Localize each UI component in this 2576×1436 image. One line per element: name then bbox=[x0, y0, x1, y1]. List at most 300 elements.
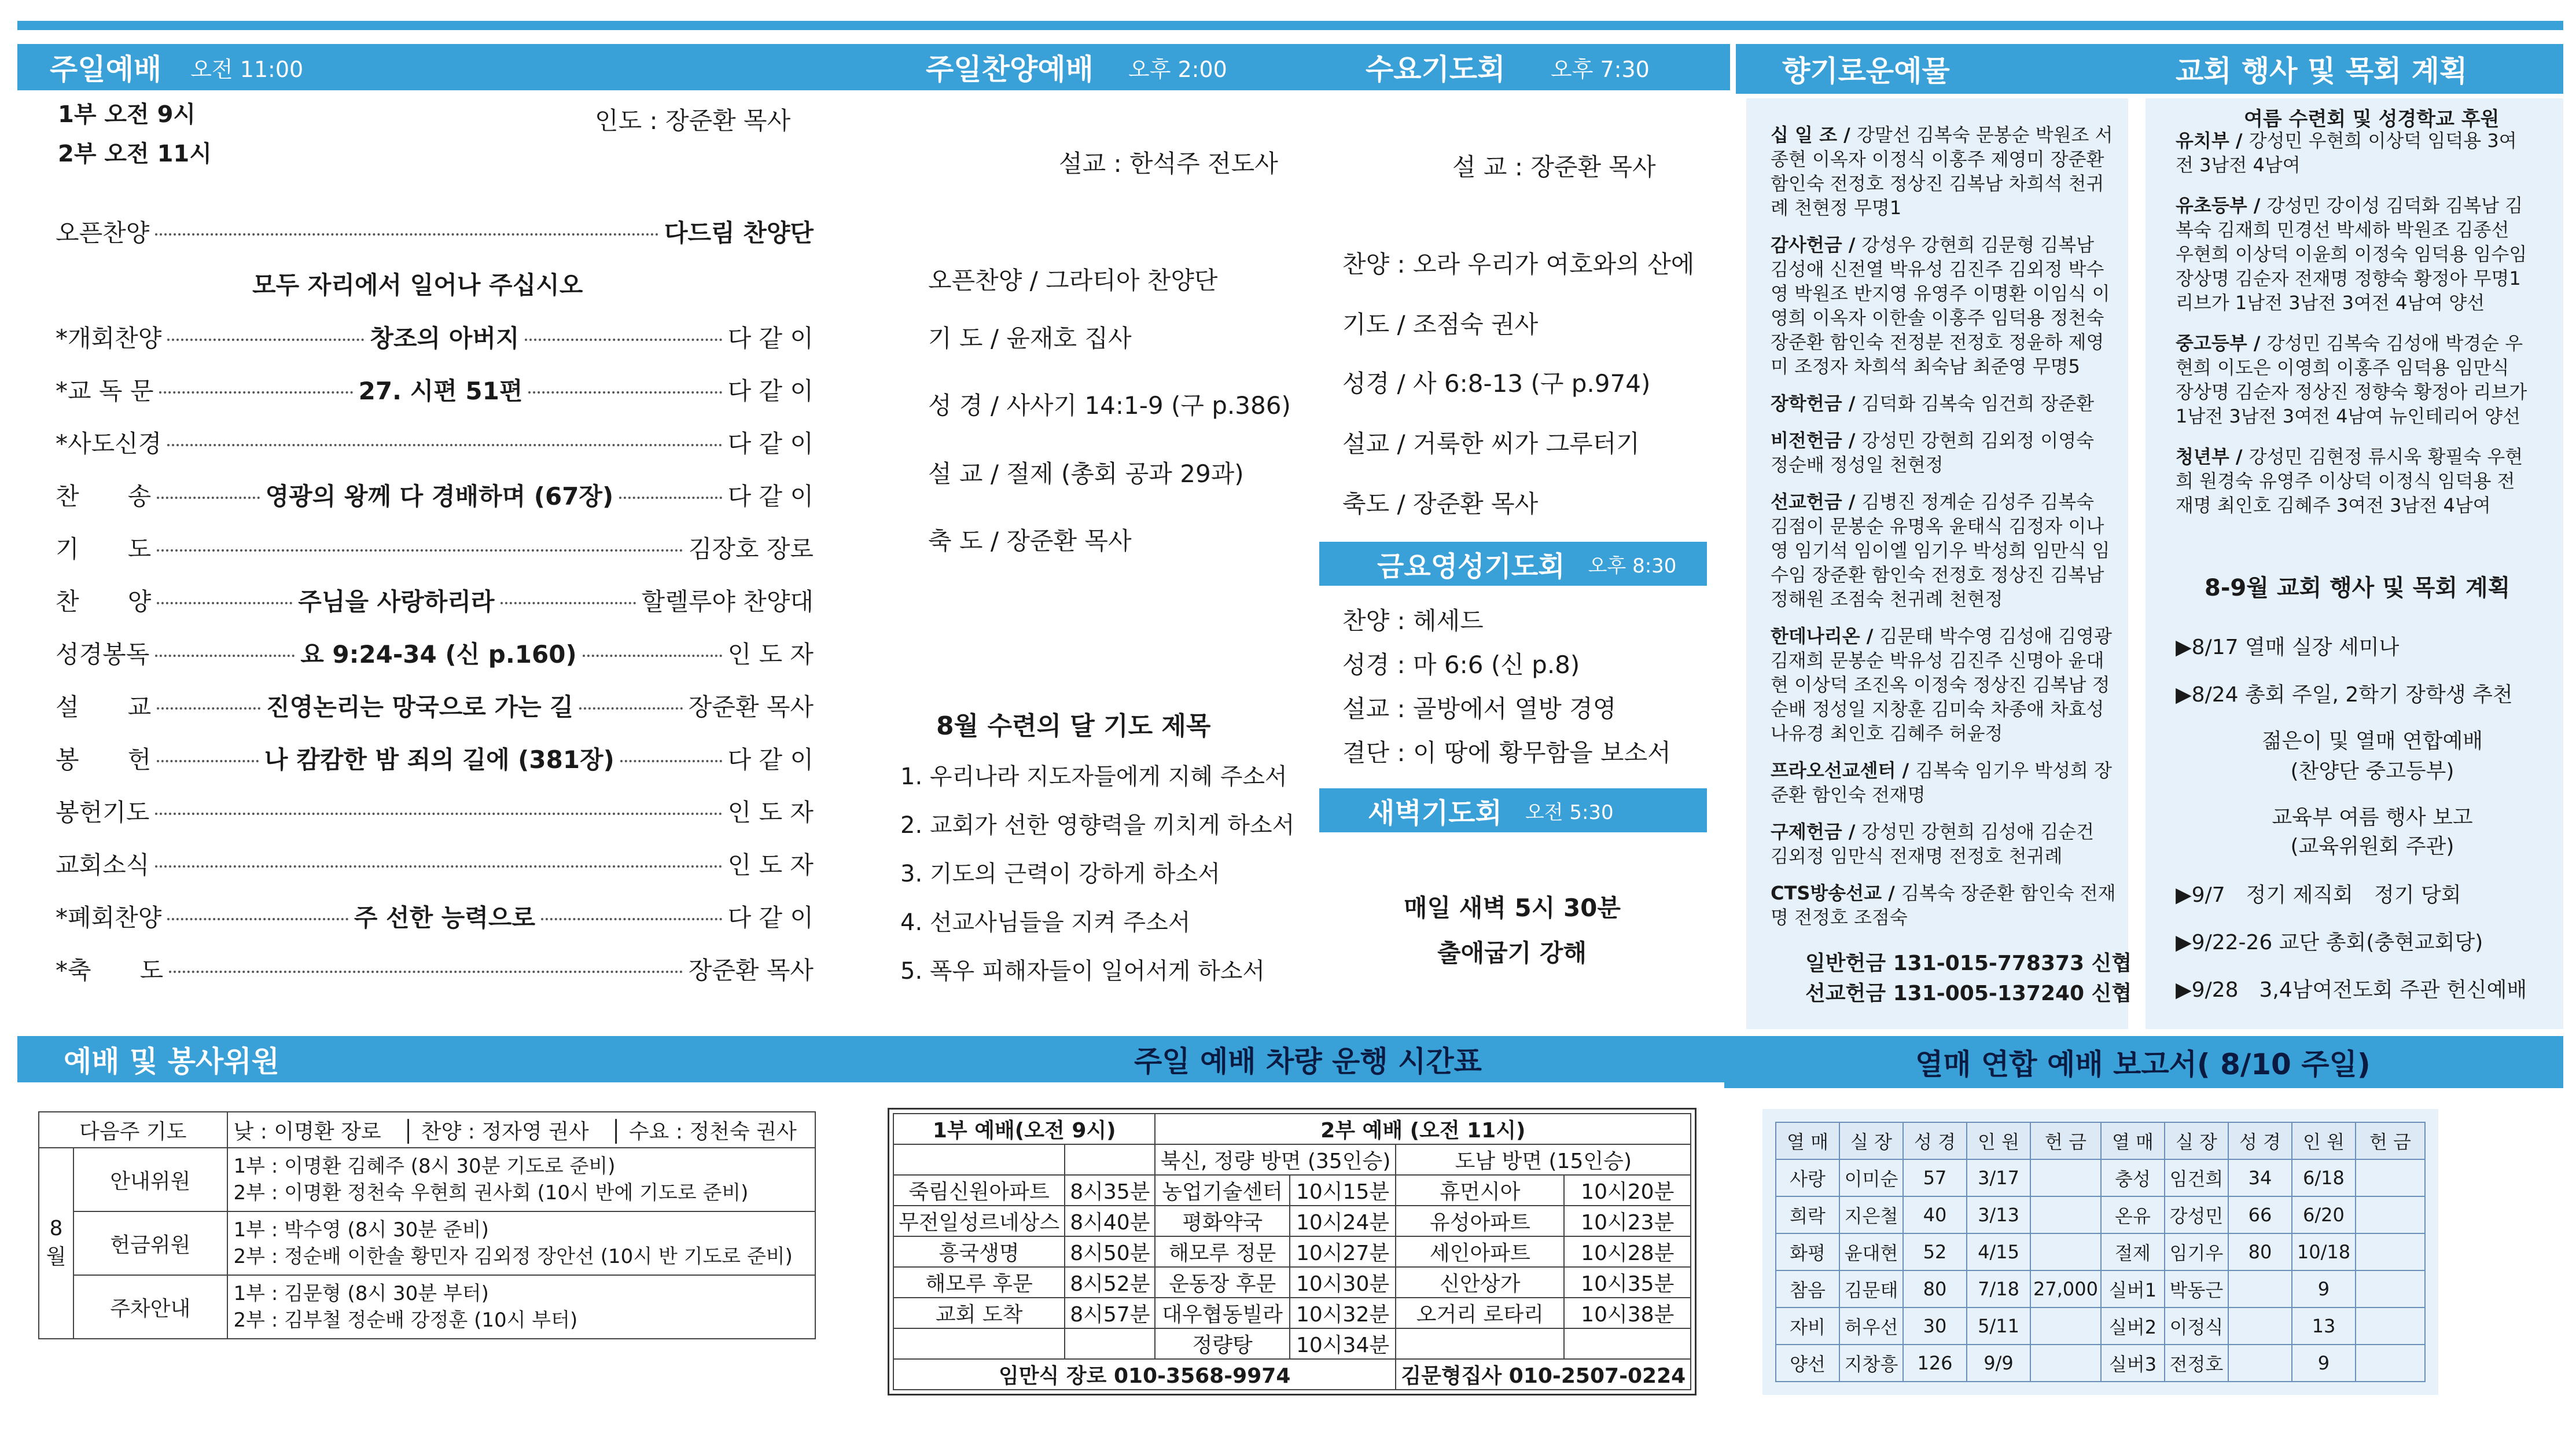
leader-dots bbox=[167, 339, 364, 341]
fruit-cell: 윤대현 bbox=[1839, 1233, 1903, 1270]
bus-cell: 10시24분 bbox=[1290, 1206, 1396, 1236]
leader-dots bbox=[619, 497, 722, 499]
wed-sermon: 설 교 : 장준환 목사 bbox=[1452, 153, 1656, 181]
dawn-title: 새벽기도회 bbox=[1368, 796, 1502, 829]
fri-item: 결단 : 이 땅에 황무함을 보소서 bbox=[1342, 739, 1671, 767]
plan-item: 교육부 여름 행사 보고 bbox=[2272, 806, 2473, 829]
order-row bbox=[56, 530, 814, 565]
fruit-header: 실 장 bbox=[1839, 1122, 1903, 1159]
fruit-cell: 80 bbox=[2228, 1233, 2292, 1270]
bus-cell bbox=[1564, 1328, 1691, 1359]
leader-dots bbox=[167, 444, 722, 446]
leader-dots bbox=[159, 391, 352, 394]
offering-group bbox=[1771, 123, 2118, 220]
praise-sermon: 설교 : 한석주 전도사 bbox=[1059, 149, 1278, 178]
fruit-title: 열매 연합 예배 보고서( 8/10 주일) bbox=[1915, 1048, 2371, 1081]
praise-item: 기 도 / 윤재호 집사 bbox=[928, 324, 1132, 352]
fruit-header: 인 원 bbox=[2292, 1122, 2356, 1159]
bus-cell: 10시15분 bbox=[1290, 1175, 1396, 1206]
fruit-cell: 화평 bbox=[1776, 1233, 1839, 1270]
offering-group bbox=[1771, 490, 2118, 611]
praise-item: 오픈찬양 / 그라티아 찬양단 bbox=[928, 266, 1218, 295]
leader-dots bbox=[583, 655, 722, 657]
order-person: 인 도 자 bbox=[727, 640, 814, 669]
fruit-cell bbox=[2228, 1308, 2292, 1345]
fruit-cell: 실버2 bbox=[2101, 1308, 2165, 1345]
server-line: 1부 : 박수영 (8시 30분 준비) bbox=[233, 1218, 489, 1242]
fruit-cell: 지은철 bbox=[1839, 1196, 1903, 1233]
bus-cell: 10시28분 bbox=[1564, 1236, 1691, 1267]
offering-names: 김복숙 임기우 박성희 장준환 함인숙 전재명 bbox=[1771, 759, 2112, 806]
top-rule bbox=[17, 21, 2563, 30]
offering-group bbox=[1771, 233, 2118, 379]
leader-dots bbox=[157, 497, 259, 499]
fruit-header: 인 원 bbox=[1967, 1122, 2030, 1159]
fruit-cell: 7/18 bbox=[1967, 1270, 2030, 1308]
offering-kind: 십 일 조 / bbox=[1771, 124, 1857, 146]
event-group bbox=[2176, 193, 2529, 315]
order-person: 다 같 이 bbox=[727, 377, 814, 405]
offering-kind: 한데나리온 / bbox=[1771, 625, 1880, 647]
order-item: 27. 시편 51편 bbox=[358, 377, 523, 405]
bus-cell: 휴먼시아 bbox=[1396, 1175, 1564, 1206]
leader-dots bbox=[157, 602, 292, 604]
bus-cell: 8시57분 bbox=[1065, 1298, 1155, 1328]
bus-cell: 흥국생명 bbox=[893, 1236, 1065, 1267]
order-person: 다 같 이 bbox=[727, 482, 814, 511]
event-names: 강성민 김현정 류시욱 황필숙 우현희 원경숙 유영주 이상덕 이정식 임덕용 전재명 최인호 김혜주 3여전 3남전 4남여 bbox=[2176, 446, 2523, 516]
right-header-bar bbox=[1736, 44, 2563, 94]
fruit-cell bbox=[2356, 1345, 2425, 1382]
servers-title: 예배 및 봉사위원 bbox=[64, 1045, 279, 1078]
prayer-item: 2. 교회가 선한 영향력을 끼치게 하소서 bbox=[900, 812, 1295, 839]
server-line: 2부 : 김부철 정순배 강정훈 (10시 부터) bbox=[233, 1309, 578, 1332]
offering-kind: CTS방송선교 / bbox=[1771, 882, 1901, 904]
wed-item: 기도 / 조점숙 권사 bbox=[1342, 310, 1539, 339]
fruit-cell bbox=[2356, 1308, 2425, 1345]
offering-kind: 비전헌금 / bbox=[1771, 429, 1862, 451]
fruit-cell: 임기우 bbox=[2165, 1233, 2228, 1270]
praise-time: 오후 2:00 bbox=[1128, 56, 1227, 82]
fruit-cell: 6/20 bbox=[2292, 1196, 2356, 1233]
bus-cell bbox=[893, 1144, 1065, 1175]
server-line: 2부 : 정순배 이한솔 황민자 김외정 장안선 (10시 반 기도로 준비) bbox=[233, 1245, 793, 1268]
offering-names: 강성우 강현희 김문형 김복남 김성애 신전열 박유성 김진주 김외정 박수영 박원조 반지영 유영주 이명환 이임식 이영희 이옥자 이한솔 이홍주 임덕용 정천숙 장준환 함인숙 전정분 전정호 정윤하 제영미 조정자 차희석 최숙남 최준영 무명5 bbox=[1771, 234, 2110, 377]
fruit-cell bbox=[2356, 1159, 2425, 1196]
plan-item: (교육위원회 주관) bbox=[2290, 835, 2454, 858]
fruit-cell: 9 bbox=[2292, 1345, 2356, 1382]
event-names: 강성민 강이성 김덕화 김복남 김복숙 김재희 민경선 박세하 박원조 김종선 우현희 이상덕 이윤희 이정숙 임덕용 임수임 장상명 김순자 전재명 정향숙 황정아 무명1 리브가 1남전 3남전 3여전 4남여 양선 bbox=[2176, 194, 2527, 314]
prayer-item: 4. 선교사님들을 지켜 주소서 bbox=[900, 909, 1191, 936]
fruit-cell: 66 bbox=[2228, 1196, 2292, 1233]
fruit-header: 헌 금 bbox=[2356, 1122, 2425, 1159]
order-label: 교회소식 bbox=[56, 851, 150, 879]
bus-table-wrap bbox=[888, 1108, 1697, 1395]
fruit-cell: 57 bbox=[1903, 1159, 1967, 1196]
order-row bbox=[56, 425, 814, 460]
order-item: 주님을 사랑하리라 bbox=[298, 587, 495, 616]
events-sub: 여름 수련회 및 성경학교 후원 bbox=[2244, 108, 2500, 131]
fruit-cell: 충성 bbox=[2101, 1159, 2165, 1196]
bus-cell bbox=[1065, 1144, 1155, 1175]
order-item: 진영논리는 망국으로 가는 길 bbox=[266, 693, 573, 721]
offering-group bbox=[1771, 624, 2118, 745]
plan-item: ▶9/7 정기 제직회 정기 당회 bbox=[2176, 883, 2461, 907]
bus-cell: 10시35분 bbox=[1564, 1267, 1691, 1298]
order-label: *교 독 문 bbox=[56, 377, 154, 405]
prayer-item: 3. 기도의 근력이 강하게 하소서 bbox=[900, 861, 1220, 887]
order-label: 성경봉독 bbox=[56, 640, 150, 669]
leader-dots bbox=[155, 865, 722, 868]
fruit-cell: 사랑 bbox=[1776, 1159, 1839, 1196]
server-line: 2부 : 이명환 정천숙 우현희 권사회 (10시 반에 기도로 준비) bbox=[233, 1181, 749, 1204]
order-label: 설 교 bbox=[56, 693, 152, 721]
stand-note: 모두 자리에서 일어나 주십시오 bbox=[252, 271, 583, 299]
bus-table bbox=[893, 1113, 1691, 1390]
fruit-cell: 희락 bbox=[1776, 1196, 1839, 1233]
bus-cell: 유성아파트 bbox=[1396, 1206, 1564, 1236]
order-item: 나 캄캄한 밤 죄의 길에 (381장) bbox=[264, 745, 614, 774]
fruit-cell: 27,000 bbox=[2030, 1270, 2101, 1308]
bus-route-2: 북신, 정량 방면 (35인승) bbox=[1155, 1144, 1396, 1175]
event-kind: 유초등부 / bbox=[2176, 194, 2267, 216]
fruit-cell: 34 bbox=[2228, 1159, 2292, 1196]
fruit-cell: 강성민 bbox=[2165, 1196, 2228, 1233]
order-label: *사도신경 bbox=[56, 429, 162, 458]
offering-group bbox=[1771, 758, 2118, 807]
fruit-table bbox=[1775, 1122, 2426, 1382]
prayer-item: 5. 폭우 피해자들이 일어서게 하소서 bbox=[900, 958, 1265, 985]
server-kind-2: 주차안내 bbox=[73, 1275, 227, 1339]
order-person: 장준환 목사 bbox=[688, 693, 814, 721]
fruit-cell: 참음 bbox=[1776, 1270, 1839, 1308]
bus-cell: 세인아파트 bbox=[1396, 1236, 1564, 1267]
leader-dots bbox=[579, 707, 683, 710]
order-item: 주 선한 능력으로 bbox=[354, 904, 536, 932]
fruit-cell bbox=[2030, 1159, 2101, 1196]
plan-item: ▶9/28 3,4남여전도회 주관 헌신예배 bbox=[2176, 978, 2527, 1002]
next-wed: 수요 : 정천숙 권사 bbox=[628, 1119, 797, 1144]
fruit-cell: 양선 bbox=[1776, 1345, 1839, 1382]
praise-item: 성 경 / 사사기 14:1-9 (구 p.386) bbox=[928, 391, 1291, 420]
plan-title: 8-9월 교회 행사 및 목회 계획 bbox=[2205, 575, 2511, 601]
plan-item: ▶8/24 총회 주일, 2학기 장학생 추천 bbox=[2176, 683, 2513, 707]
wed-title: 수요기도회 bbox=[1366, 53, 1506, 86]
order-item: 영광의 왕께 다 경배하며 (67장) bbox=[265, 482, 614, 511]
events-title: 교회 행사 및 목회 계획 bbox=[2176, 54, 2468, 88]
order-row bbox=[56, 636, 814, 670]
bus-cell: 죽림신원아파트 bbox=[893, 1175, 1065, 1206]
fruit-cell bbox=[2356, 1196, 2425, 1233]
servers-table bbox=[38, 1111, 816, 1339]
order-person: 다 같 이 bbox=[727, 904, 814, 932]
order-label: *개회찬양 bbox=[56, 324, 162, 352]
prayer-title: 8월 수련의 달 기도 제목 bbox=[936, 711, 1211, 741]
service-2: 2부 오전 11시 bbox=[58, 141, 212, 167]
fruit-cell: 10/18 bbox=[2292, 1233, 2356, 1270]
event-names: 강성민 김복숙 김성애 박경순 우현희 이도은 이영희 이홍주 임덕용 임만식 장상명 김순자 정상진 정향숙 황정아 리브가 1남전 3남전 3여전 4남여 뉴인테리어 양선 bbox=[2176, 332, 2527, 427]
event-group bbox=[2176, 128, 2529, 177]
offering-kind: 구제헌금 / bbox=[1771, 821, 1862, 843]
bus-cell: 10시20분 bbox=[1564, 1175, 1691, 1206]
fruit-cell: 박동근 bbox=[2165, 1270, 2228, 1308]
leader-dots bbox=[501, 602, 636, 604]
leader-dots bbox=[157, 760, 259, 762]
plan-item: (찬양단 중고등부) bbox=[2290, 759, 2454, 783]
fruit-header: 열 매 bbox=[1776, 1122, 1839, 1159]
offering-names: 김덕화 김복숙 임건희 장준환 bbox=[1861, 392, 2095, 414]
order-person: 장준환 목사 bbox=[688, 956, 814, 985]
fruit-cell: 3/13 bbox=[1967, 1196, 2030, 1233]
bus-cell: 8시52분 bbox=[1065, 1267, 1155, 1298]
fri-item: 설교 : 골방에서 열방 경영 bbox=[1342, 695, 1617, 723]
fruit-cell bbox=[2356, 1233, 2425, 1270]
fruit-cell: 9/9 bbox=[1967, 1345, 2030, 1382]
offering-title: 향기로운예물 bbox=[1782, 54, 1950, 88]
fri-header-bar bbox=[1319, 542, 1707, 586]
bus-cell: 평화약국 bbox=[1155, 1206, 1289, 1236]
order-row bbox=[56, 583, 814, 618]
open-praise-row: 오픈찬양 다드림 찬양단 bbox=[56, 219, 814, 247]
fruit-cell: 임건희 bbox=[2165, 1159, 2228, 1196]
leader-dots bbox=[541, 918, 722, 920]
fri-item: 찬양 : 헤세드 bbox=[1342, 607, 1484, 635]
bus-cell bbox=[893, 1328, 1065, 1359]
next-label: 다음주 기도 bbox=[39, 1112, 227, 1148]
event-names: 강성민 우현희 이상덕 임덕용 3여전 3남전 4남여 bbox=[2176, 130, 2517, 176]
order-label: 찬 송 bbox=[56, 482, 152, 511]
praise-item: 설 교 / 절제 (총회 공과 29과) bbox=[928, 460, 1244, 488]
order-person: 인 도 자 bbox=[727, 798, 814, 827]
fruit-cell: 이미순 bbox=[1839, 1159, 1903, 1196]
order-row bbox=[56, 741, 814, 776]
order-label: 봉 헌 bbox=[56, 745, 152, 774]
offering-group bbox=[1771, 881, 2118, 930]
next-cell: 낮 : 이명환 장로 │ 찬양 : 정자영 권사 │ 수요 : 정천숙 권사 bbox=[227, 1112, 815, 1148]
offering-names: 강말선 김복숙 문봉순 박원조 서종현 이옥자 이정식 이홍주 제영미 장준환 함인숙 전정호 정상진 김복남 차희석 천귀례 천현정 무명1 bbox=[1771, 124, 2113, 219]
fri-item: 성경 : 마 6:6 (신 p.8) bbox=[1342, 651, 1580, 679]
account-mission: 선교헌금 131-005-137240 신협 bbox=[1805, 982, 2132, 1005]
server-kind-1: 헌금위원 bbox=[73, 1211, 227, 1275]
offering-names: 김문태 박수영 김성애 김영광 김재희 문봉순 박유성 김진주 신명아 윤대현 이상덕 조진옥 이정숙 정상진 김복남 정순배 정성일 지창훈 김미숙 차종애 차효성 나유경 최인호 김혜주 허윤정 bbox=[1771, 625, 2112, 744]
fruit-cell: 40 bbox=[1903, 1196, 1967, 1233]
wed-item: 찬양 : 오라 우리가 여호와의 산에 bbox=[1342, 250, 1695, 278]
fruit-cell bbox=[2228, 1270, 2292, 1308]
fruit-table-wrap bbox=[1762, 1109, 2438, 1395]
leader-dots bbox=[155, 813, 722, 815]
bus-cell: 무전일성르네상스 bbox=[893, 1206, 1065, 1236]
leader-dots bbox=[169, 971, 683, 973]
server-line: 1부 : 김문형 (8시 30분 부터) bbox=[233, 1282, 489, 1305]
order-row bbox=[56, 319, 814, 354]
fruit-header: 열 매 bbox=[2101, 1122, 2165, 1159]
bus-cell: 10시27분 bbox=[1290, 1236, 1396, 1267]
fruit-cell: 30 bbox=[1903, 1308, 1967, 1345]
service-1: 1부 오전 9시 bbox=[58, 101, 196, 128]
fruit-cell: 4/15 bbox=[1967, 1233, 2030, 1270]
leader-dots bbox=[525, 339, 722, 341]
bus-title: 주일 예배 차량 운행 시간표 bbox=[1134, 1045, 1482, 1078]
fruit-cell: 이정식 bbox=[2165, 1308, 2228, 1345]
leader-dots bbox=[157, 707, 260, 710]
fruit-cell: 13 bbox=[2292, 1308, 2356, 1345]
server-line: 1부 : 이명환 김혜주 (8시 30분 기도로 준비) bbox=[233, 1155, 616, 1178]
offering-group bbox=[1771, 820, 2118, 868]
offering-group bbox=[1771, 391, 2118, 416]
order-person: 다 같 이 bbox=[727, 429, 814, 458]
fruit-cell bbox=[2356, 1270, 2425, 1308]
bottom-header-right bbox=[1724, 1036, 2563, 1088]
order-label: 봉헌기도 bbox=[56, 798, 150, 827]
order-row bbox=[56, 846, 814, 881]
offering-group bbox=[1771, 428, 2118, 477]
bus-route-3: 도남 방면 (15인승) bbox=[1396, 1144, 1691, 1175]
order-label: *축 도 bbox=[56, 956, 164, 985]
fruit-cell: 지창흥 bbox=[1839, 1345, 1903, 1382]
bus-cell: 8시50분 bbox=[1065, 1236, 1155, 1267]
offering-kind: 장학헌금 / bbox=[1771, 392, 1862, 414]
fruit-cell: 3/17 bbox=[1967, 1159, 2030, 1196]
fruit-cell: 온유 bbox=[2101, 1196, 2165, 1233]
offering-kind: 선교헌금 / bbox=[1771, 491, 1862, 513]
offering-kind: 감사헌금 / bbox=[1771, 234, 1862, 256]
dawn-time: 오전 5:30 bbox=[1525, 800, 1614, 824]
fruit-cell: 전정호 bbox=[2165, 1345, 2228, 1382]
plan-item: 젊은이 및 열매 연합예배 bbox=[2261, 729, 2483, 753]
bus-cell: 10시34분 bbox=[1290, 1328, 1396, 1359]
wed-item: 성경 / 사 6:8-13 (구 p.974) bbox=[1342, 369, 1651, 398]
fruit-cell: 절제 bbox=[2101, 1233, 2165, 1270]
account-general: 일반헌금 131-015-778373 신협 bbox=[1805, 952, 2132, 975]
plan-item: ▶9/22-26 교단 총회(충현교회당) bbox=[2176, 931, 2483, 954]
order-label: 기 도 bbox=[56, 535, 152, 563]
praise-item: 축 도 / 장준환 목사 bbox=[928, 527, 1132, 555]
fruit-header: 성 경 bbox=[2228, 1122, 2292, 1159]
leader-dots bbox=[620, 760, 722, 762]
order-person: 다 같 이 bbox=[727, 745, 814, 774]
wed-time: 오후 7:30 bbox=[1551, 56, 1650, 82]
order-label: *폐회찬양 bbox=[56, 904, 162, 932]
bus-cell: 농업기술센터 bbox=[1155, 1175, 1289, 1206]
worship-header-bar bbox=[17, 44, 1730, 90]
bus-cell: 정량탕 bbox=[1155, 1328, 1289, 1359]
leader: 인도 : 장준환 목사 bbox=[595, 106, 791, 135]
dawn-line-2: 출애굽기 강해 bbox=[1437, 939, 1587, 967]
bus-header-2: 2부 예배 (오전 11시) bbox=[1155, 1114, 1691, 1144]
server-kind-0: 안내위원 bbox=[73, 1148, 227, 1211]
bus-cell: 해모루 정문 bbox=[1155, 1236, 1289, 1267]
fruit-cell: 5/11 bbox=[1967, 1308, 2030, 1345]
order-label: 찬 양 bbox=[56, 587, 152, 616]
order-row bbox=[56, 478, 814, 512]
bottom-header-left bbox=[17, 1036, 1730, 1082]
wed-item: 축도 / 장준환 목사 bbox=[1342, 490, 1539, 518]
fruit-header: 헌 금 bbox=[2030, 1122, 2101, 1159]
month-cell: 8 월 bbox=[39, 1148, 73, 1339]
bus-cell: 오거리 로타리 bbox=[1396, 1298, 1564, 1328]
prayer-item: 1. 우리나라 지도자들에게 지혜 주소서 bbox=[900, 763, 1287, 790]
event-kind: 유치부 / bbox=[2176, 130, 2249, 152]
driver-2: 김문형집사 010-2507-0224 bbox=[1396, 1359, 1691, 1390]
fruit-cell: 실버3 bbox=[2101, 1345, 2165, 1382]
fruit-cell bbox=[2030, 1233, 2101, 1270]
bus-cell: 10시32분 bbox=[1290, 1298, 1396, 1328]
offering-names: 강성민 강현희 김성애 김순건 김외정 임만식 전재명 전정호 천귀례 bbox=[1771, 821, 2095, 867]
order-person: 인 도 자 bbox=[727, 851, 814, 879]
bus-cell bbox=[1065, 1328, 1155, 1359]
event-kind: 청년부 / bbox=[2176, 446, 2249, 468]
fruit-cell: 6/18 bbox=[2292, 1159, 2356, 1196]
event-group bbox=[2176, 445, 2529, 517]
leader-dots bbox=[157, 549, 683, 552]
bus-header-1: 1부 예배(오전 9시) bbox=[893, 1114, 1155, 1144]
event-group bbox=[2176, 331, 2529, 428]
order-row bbox=[56, 372, 814, 407]
next-day: 낮 : 이명환 장로 bbox=[233, 1119, 381, 1144]
leader-dots bbox=[155, 655, 295, 657]
bus-cell: 대우협동빌라 bbox=[1155, 1298, 1289, 1328]
bus-cell: 해모루 후문 bbox=[893, 1267, 1065, 1298]
bus-cell: 10시23분 bbox=[1564, 1206, 1691, 1236]
order-row bbox=[56, 899, 814, 934]
sunday-time: 오전 11:00 bbox=[190, 56, 304, 82]
fruit-cell: 9 bbox=[2292, 1270, 2356, 1308]
leader-dots bbox=[528, 391, 722, 394]
bus-cell: 8시35분 bbox=[1065, 1175, 1155, 1206]
order-person: 다 같 이 bbox=[727, 324, 814, 352]
event-kind: 중고등부 / bbox=[2176, 332, 2267, 354]
order-row bbox=[56, 794, 814, 828]
wed-item: 설교 / 거룩한 씨가 그루터기 bbox=[1342, 429, 1640, 458]
bus-cell: 10시38분 bbox=[1564, 1298, 1691, 1328]
fruit-cell: 80 bbox=[1903, 1270, 1967, 1308]
fruit-header: 실 장 bbox=[2165, 1122, 2228, 1159]
fruit-cell: 52 bbox=[1903, 1233, 1967, 1270]
order-item: 창조의 아버지 bbox=[370, 324, 520, 352]
fruit-header: 성 경 bbox=[1903, 1122, 1967, 1159]
driver-1: 임만식 장로 010-3568-9974 bbox=[893, 1359, 1396, 1390]
offering-names: 김복숙 장준환 함인숙 전재명 전정호 조점숙 bbox=[1771, 882, 2116, 928]
praise-title: 주일찬양예배 bbox=[926, 53, 1094, 86]
fruit-cell bbox=[2030, 1308, 2101, 1345]
sunday-title: 주일예배 bbox=[50, 53, 162, 86]
fruit-cell: 자비 bbox=[1776, 1308, 1839, 1345]
offering-names: 강성민 강현희 김외정 이영숙 정순배 정성일 천현정 bbox=[1771, 429, 2095, 476]
order-row bbox=[56, 952, 814, 986]
fruit-cell bbox=[2030, 1345, 2101, 1382]
next-praise: 찬양 : 정자영 권사 bbox=[421, 1119, 589, 1144]
order-person: 할렐루야 찬양대 bbox=[641, 587, 814, 616]
dawn-line-1: 매일 새벽 5시 30분 bbox=[1404, 894, 1621, 922]
bus-cell: 신안상가 bbox=[1396, 1267, 1564, 1298]
fruit-cell: 실버1 bbox=[2101, 1270, 2165, 1308]
fri-time: 오후 8:30 bbox=[1588, 554, 1677, 578]
bus-cell bbox=[1396, 1328, 1564, 1359]
plan-item: ▶8/17 열매 실장 세미나 bbox=[2176, 636, 2400, 659]
fri-title: 금요영성기도회 bbox=[1377, 550, 1565, 583]
fruit-cell bbox=[2228, 1345, 2292, 1382]
order-row bbox=[56, 688, 814, 723]
bus-cell: 운동장 후문 bbox=[1155, 1267, 1289, 1298]
fruit-cell: 김문태 bbox=[1839, 1270, 1903, 1308]
offering-kind: 프라오선교센터 / bbox=[1771, 759, 1916, 781]
fruit-cell bbox=[2030, 1196, 2101, 1233]
bus-cell: 교회 도착 bbox=[893, 1298, 1065, 1328]
order-item: 요 9:24-34 (신 p.160) bbox=[300, 640, 577, 669]
order-person: 김장호 장로 bbox=[688, 535, 814, 563]
leader-dots bbox=[167, 918, 348, 920]
fruit-cell: 허우선 bbox=[1839, 1308, 1903, 1345]
